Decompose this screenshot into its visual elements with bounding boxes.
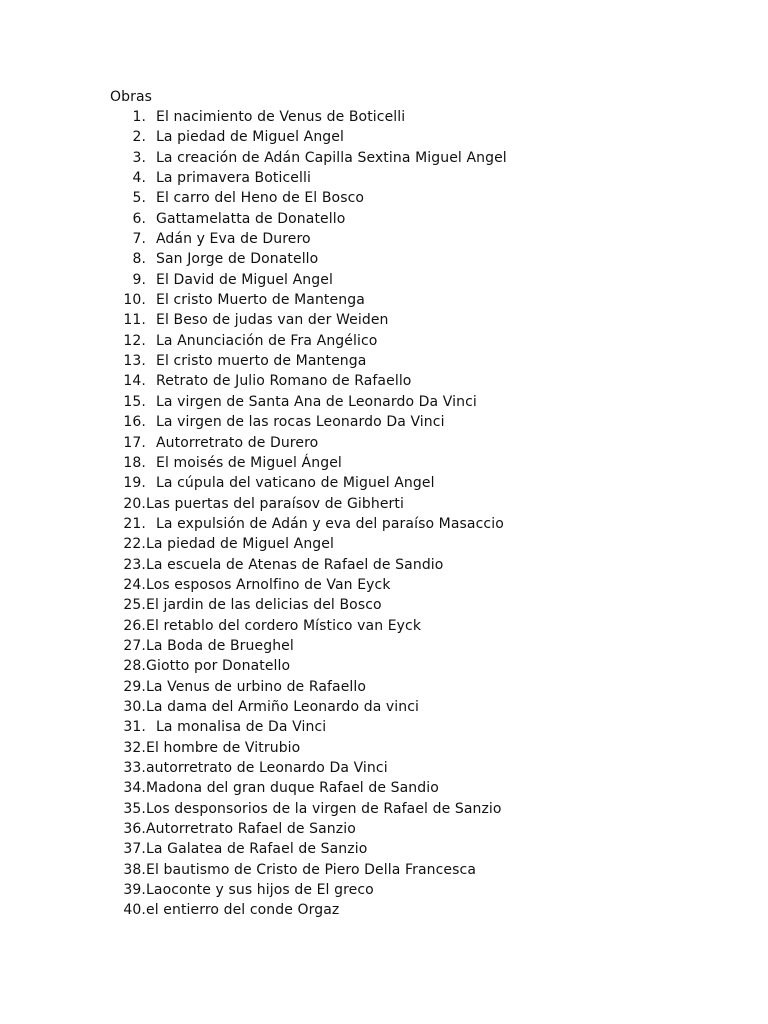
list-item-number: 19.	[123, 475, 146, 492]
list-item-number: 9.	[132, 271, 146, 288]
list-item-text: autorretrato de Leonardo Da Vinci	[146, 760, 388, 776]
list-item-text: El moisés de Miguel Ángel	[156, 454, 342, 471]
list-item-text: La Venus de urbino de Rafaello	[146, 678, 367, 695]
list-item-number: 35.	[123, 800, 146, 817]
list-item-text: Giotto por Donatello	[146, 658, 291, 675]
list-item-number: 17.	[123, 434, 146, 451]
list-item-number: 15.	[123, 393, 146, 410]
list-item-number: 20.	[123, 495, 146, 512]
list-item-number: 14.	[123, 373, 146, 390]
list-item-text: Gattamelatta de Donatello	[156, 210, 346, 227]
list-item-text: La primavera Boticelli	[156, 170, 311, 187]
list-item-number: 32.	[123, 739, 146, 756]
list-item-text: La monalisa de Da Vinci	[156, 719, 327, 736]
list-item-text: La expulsión de Adán y eva del paraíso Masaccio	[156, 515, 504, 532]
list-item-number: 7.	[132, 231, 146, 248]
list-item-text: El retablo del cordero Místico van Eyck	[146, 617, 422, 634]
list-item-text: La Boda de Brueghel	[146, 637, 294, 654]
list-item-number: 23.	[123, 556, 146, 573]
list-item-number: 29.	[123, 678, 146, 695]
list-item-number: 34.	[123, 780, 146, 797]
list-item-number: 30.	[123, 698, 146, 715]
list-item-number: 26.	[123, 617, 146, 634]
list-item-number: 27.	[123, 637, 146, 654]
list-item-text: Las puertas del paraísov de Gibherti	[146, 495, 404, 512]
list-item-text: La dama del Armiño Leonardo da vinci	[146, 698, 420, 715]
list-item-number: 16.	[123, 414, 146, 431]
list-item-text: El bautismo de Cristo de Piero Della Francesca	[146, 861, 476, 878]
list-item-number: 1.	[132, 109, 146, 125]
list-item-text: Retrato de Julio Romano de Rafaello	[156, 373, 412, 390]
list-item-text: El cristo Muerto de Mantenga	[156, 292, 365, 309]
list-item-number: 3.	[132, 149, 146, 166]
list-item-text: Autorretrato Rafael de Sanzio	[146, 821, 356, 838]
list-item-text: El cristo muerto de Mantenga	[156, 353, 367, 370]
list-item-text: Los desponsorios de la virgen de Rafael de Sanzio	[146, 800, 502, 817]
list-item-text: Laoconte y sus hijos de El greco	[146, 882, 374, 899]
list-item-text: La piedad de Miguel Angel	[146, 536, 334, 553]
list-item-text: La Galatea de Rafael de Sanzio	[146, 841, 368, 858]
list-item-text: Autorretrato de Durero	[156, 434, 319, 451]
list-item-number: 24.	[123, 576, 146, 593]
list-item-text: La virgen de las rocas Leonardo Da Vinci	[156, 414, 445, 431]
page-title: Obras	[110, 89, 153, 105]
list-item-number: 37.	[123, 841, 146, 858]
list-item-number: 11.	[123, 312, 146, 329]
list-item-text: El David de Miguel Angel	[156, 271, 333, 288]
list-item-text: el entierro del conde Orgaz	[146, 902, 340, 919]
list-item-number: 13.	[123, 353, 146, 370]
list-item-number: 5.	[132, 190, 146, 207]
list-item-number: 8.	[132, 251, 146, 268]
list-item-text: San Jorge de Donatello	[156, 251, 319, 268]
list-item-text: La piedad de Miguel Angel	[156, 129, 344, 146]
list-item-number: 36.	[123, 821, 146, 838]
list-item-text: La virgen de Santa Ana de Leonardo Da Vinci	[156, 393, 477, 410]
list-item-number: 25.	[123, 597, 146, 614]
list-item-number: 6.	[132, 210, 146, 227]
list-item-text: La cúpula del vaticano de Miguel Angel	[156, 475, 435, 492]
list-item-number: 31.	[123, 719, 146, 736]
list-item-text: El jardin de las delicias del Bosco	[146, 597, 382, 614]
list-item-number: 28.	[123, 658, 146, 675]
list-item-number: 38.	[123, 861, 146, 878]
list-item-text: El hombre de Vitrubio	[146, 739, 301, 756]
list-item-text: Los esposos Arnolfino de Van Eyck	[146, 576, 391, 593]
list-item-text: El carro del Heno de El Bosco	[156, 190, 365, 207]
list-item-number: 10.	[123, 292, 146, 309]
list-item-text: Adán y Eva de Durero	[156, 231, 311, 248]
list-item-number: 4.	[132, 170, 146, 187]
list-item-number: 21.	[123, 515, 146, 532]
list-item-number: 33.	[123, 760, 146, 776]
list-item-text: El Beso de judas van der Weiden	[156, 312, 389, 329]
list-item-text: Madona del gran duque Rafael de Sandio	[146, 780, 439, 797]
list-item-number: 40.	[123, 902, 146, 919]
list-item-number: 22.	[123, 536, 146, 553]
list-item-text: El nacimiento de Venus de Boticelli	[156, 109, 406, 125]
list-item-number: 2.	[132, 129, 146, 146]
list-item-number: 12.	[123, 332, 146, 349]
list-item-number: 39.	[123, 882, 146, 899]
list-item-number: 18.	[123, 454, 146, 471]
list-item-text: La creación de Adán Capilla Sextina Miguel Angel	[156, 149, 507, 166]
list-item-text: La Anunciación de Fra Angélico	[156, 332, 378, 349]
list-item-text: La escuela de Atenas de Rafael de Sandio	[146, 556, 444, 573]
